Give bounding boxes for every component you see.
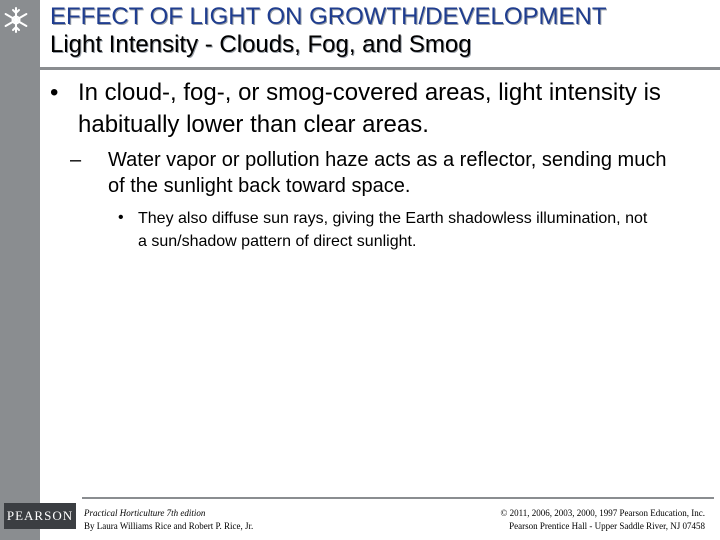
bullet-text: In cloud-, fog-, or smog-covered areas, light intensity is habitually lower than clear areas. — [78, 79, 661, 138]
left-sidebar-bar — [0, 0, 40, 540]
book-authors: By Laura Williams Rice and Robert P. Rice, Jr. — [84, 521, 254, 531]
snowflake-icon — [1, 5, 31, 35]
bullet-marker: • — [118, 209, 124, 226]
title-line-2: Light Intensity - Clouds, Fog, and Smog — [50, 31, 472, 58]
bullet-level-2 — [70, 147, 670, 199]
bullet-level-3 — [118, 207, 658, 253]
pearson-logo: PEARSON — [4, 503, 76, 529]
copyright-text: © 2011, 2006, 2003, 2000, 1997 Pearson Education, Inc. — [500, 508, 705, 518]
publisher-text: Pearson Prentice Hall - Upper Saddle River, NJ 07458 — [509, 521, 705, 531]
bullet-text: Water vapor or pollution haze acts as a reflector, sending much of the sunlight back toward space. — [108, 149, 667, 197]
title-line-1: EFFECT OF LIGHT ON GROWTH/DEVELOPMENT — [50, 3, 607, 30]
book-title: Practical Horticulture 7th edition — [84, 508, 206, 518]
bullet-level-1 — [50, 77, 710, 141]
footer-book-info — [84, 507, 384, 533]
bullet-text: They also diffuse sun rays, giving the Earth shadowless illumination, not a sun/shadow pattern of direct sunlight. — [138, 210, 648, 250]
dash-marker: – — [70, 149, 82, 171]
slide-title — [50, 3, 710, 59]
title-divider — [40, 67, 720, 70]
footer-divider — [82, 497, 714, 499]
footer-copyright — [385, 507, 705, 533]
bullet-marker: • — [50, 79, 59, 106]
